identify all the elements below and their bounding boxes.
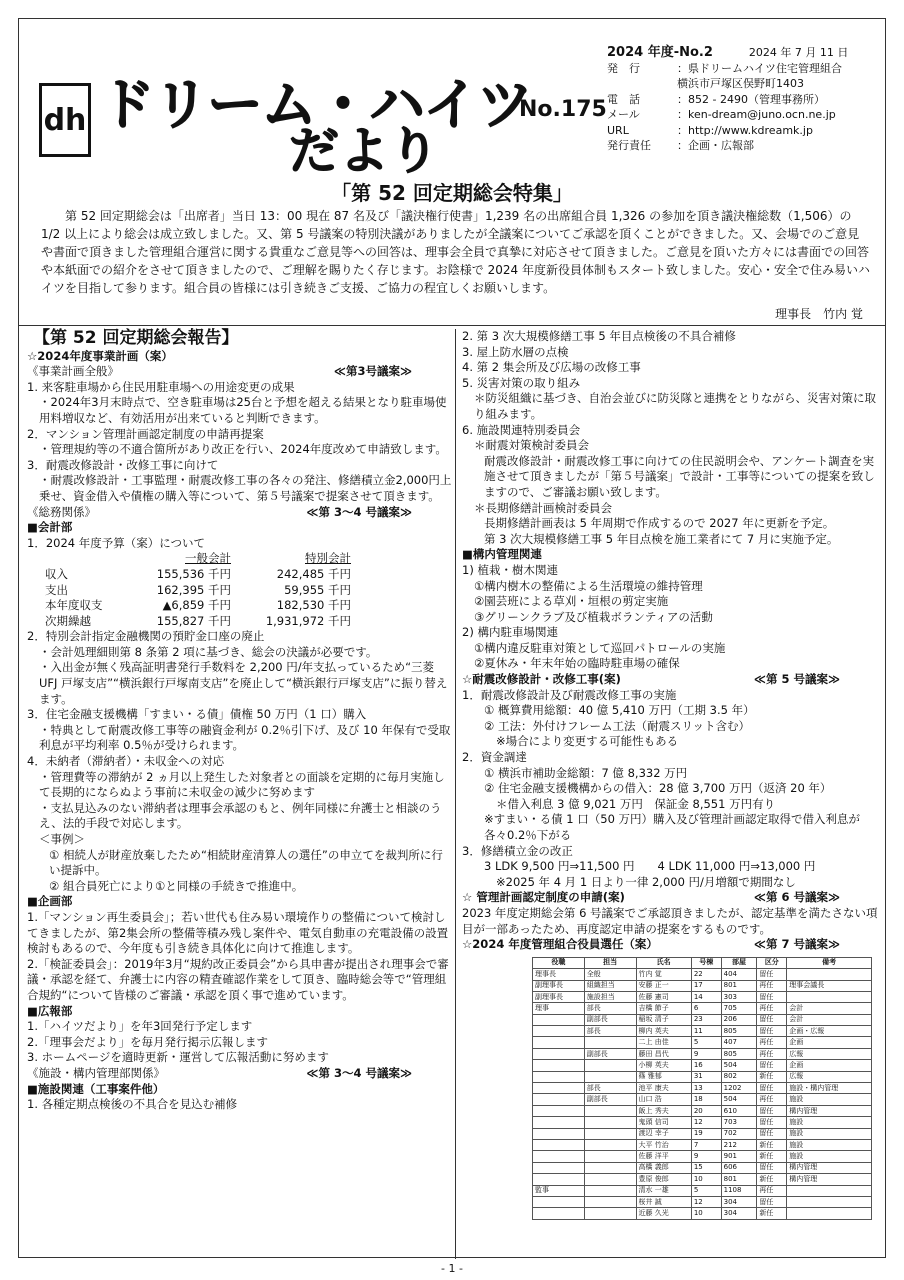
table-cell: 504 <box>721 1094 757 1105</box>
table-cell <box>533 1094 585 1105</box>
seismic-item-3: 3．修繕積立金の改正 <box>462 843 573 858</box>
table-cell: 再任 <box>757 1048 787 1059</box>
example-heading: ＜事例＞ <box>39 832 85 846</box>
table-cell: 清水 一雄 <box>636 1185 691 1196</box>
table-cell: 構内管理 <box>787 1174 872 1185</box>
table-cell <box>533 1105 585 1116</box>
officer-table-header: 部屋 <box>721 957 757 968</box>
table-cell: 504 <box>721 1060 757 1071</box>
intro-paragraph: 第 52 回定期総会は「出席者」当日 13：00 現在 87 名及び「議決権行使書」1,239 名の出席組合員 1,326 の参加を頂き議決権総数（1,506）の 1/2 以上により総会は成立致しました。又、第 5 号議案の特別決議がありましたが全議案についてご承認を頂くことができました。又、会場でのご意見や書面で頂きました管理組合運営に関する貴重なご意見等への回答は、理事会全員で真摯に対応させて頂きました。ご意見を頂いた方々には書面での回答や本紙面での紹介をさせて頂きましたので、ご理解を賜りたく存じます。お陰様で 2024 年度新役員体制もスタート致しました。安心・安全で住み易いハイツを目指して参ります。組合員の皆様には引き続きご支援、ご協力の程宜しくお願いします。 <box>41 209 870 295</box>
table-cell: 6 <box>691 1003 721 1014</box>
table-row <box>533 1162 872 1173</box>
table-cell: 5 <box>691 1037 721 1048</box>
table-cell: 稲坂 清子 <box>636 1014 691 1025</box>
officer-table <box>532 957 872 1220</box>
table-cell: 留任 <box>757 1060 787 1071</box>
plan-all: 《事業計画全般》 <box>27 364 119 379</box>
table-cell: 留任 <box>757 991 787 1002</box>
table-cell: 篠 雅郁 <box>636 1071 691 1082</box>
table-cell: 大平 竹治 <box>636 1140 691 1151</box>
cert-text: 2023 年度定期総会第 6 号議案でご承認頂きましたが、認定基準を満たさない項目が一部あったため、再度認定申請の提案をするものです。 <box>462 905 878 936</box>
planning-item-1: 1.「マンション再生委員会」；若い世代も住み易い環境作りの整備について検討してきましたが、第2集会所の整備等積み残し案件や、電気自動車の充電設備の設置検討もあるので、今年度も引き続き具体化に向けて推進します。 <box>27 909 449 956</box>
fac-item-3: 3. 屋上防水層の点検 <box>462 344 569 359</box>
table-cell: 1202 <box>721 1083 757 1094</box>
table-cell: 留任 <box>757 969 787 980</box>
fac-item-6b: 耐震改修設計・耐震改修工事に向けての住民説明会や、アンケート調査を実施させて頂きましたが「第５号議案」で設計・工事等についての提案を致しますので、ご審議お願い致します。 <box>484 453 875 499</box>
table-cell: 901 <box>721 1151 757 1162</box>
table-cell <box>533 1117 585 1128</box>
pr-item-2: 2.「理事会だより」を毎月発行掲示広報します <box>27 1034 268 1049</box>
table-cell <box>533 1174 585 1185</box>
table-cell: 副部長 <box>584 1094 636 1105</box>
table-cell: 豊原 俊郎 <box>636 1174 691 1185</box>
plan-item-3a: ・耐震改修設計・工事監理・耐震改修工事の各々の発注、修繕積立金2,000円上乗せ、資金借入や債権の購入等について、第５号議案で提案させて頂きます。 <box>39 473 452 503</box>
table-cell <box>787 1208 872 1219</box>
table-cell <box>584 1060 636 1071</box>
yard-item-2b: ②夏休み・年末年始の臨時駐車場の確保 <box>474 656 680 671</box>
table-row <box>533 1151 872 1162</box>
table-cell: 佐藤 憲司 <box>636 991 691 1002</box>
table-cell: 桜井 誠 <box>636 1196 691 1207</box>
pr-heading: ■広報部 <box>27 1003 73 1018</box>
table-cell: 会計 <box>787 1003 872 1014</box>
table-cell: 31 <box>691 1071 721 1082</box>
facility-gian: ≪第 3～4 号議案≫ <box>306 1065 412 1080</box>
seismic-item-3b: ※2025 年 4 月 1 日より一律 2,000 円/月増額で期間なし <box>496 874 796 889</box>
cert-gian: ≪第 6 号議案≫ <box>753 890 840 905</box>
table-row <box>533 1208 872 1219</box>
acc-item-1: 1．2024 年度予算（案）について <box>27 535 206 550</box>
issue-date: 2024 年 7 月 11 日 <box>748 46 849 59</box>
table-row <box>533 969 872 980</box>
acc-item-4b: ・支払見込みのない滞納者は理事会承認のもと、例年同様に弁護士と相談のうえ、法的手段で対応します。 <box>39 800 442 831</box>
table-row <box>533 991 872 1002</box>
table-cell: 留任 <box>757 1196 787 1207</box>
table-cell: 池平 康夫 <box>636 1083 691 1094</box>
fac-item-5: 5. 災害対策の取り組み <box>462 375 581 390</box>
table-cell: 藤田 昌代 <box>636 1048 691 1059</box>
table-cell <box>584 1185 636 1196</box>
table-cell: 再任 <box>757 1094 787 1105</box>
table-cell: 施設 <box>787 1128 872 1139</box>
publication-info <box>607 45 877 154</box>
budget-row: 次期繰越 155,827 千円 1,931,972 千円 <box>45 613 351 628</box>
acc-item-3a: ・特典として耐震改修工事等の融資金利が 0.2％引下げ、及び 10 年保有で受取利息が平均利率 0.5％が受けられます。 <box>39 722 451 753</box>
officer-table-header: 担当 <box>584 957 636 968</box>
table-cell: 佐藤 洋平 <box>636 1151 691 1162</box>
pr-item-3: 3. ホームページを適時更新・運営して広報活動に努めます <box>27 1050 329 1065</box>
table-cell: 留任 <box>757 1083 787 1094</box>
table-cell <box>533 1128 585 1139</box>
table-cell: 1108 <box>721 1185 757 1196</box>
table-row <box>533 980 872 991</box>
table-cell: 組織担当 <box>584 980 636 991</box>
table-cell: 再任 <box>757 1003 787 1014</box>
table-cell: 22 <box>691 969 721 980</box>
table-cell: 施設・構内管理 <box>787 1083 872 1094</box>
table-cell: 部長 <box>584 1026 636 1037</box>
table-cell: 留任 <box>757 1105 787 1116</box>
accounting-heading: ■会計部 <box>27 520 73 535</box>
table-cell <box>533 1014 585 1025</box>
fac-item-6e: 第 3 次大規模修繕工事 5 年目点検を施工業者にて 7 月に実施予定。 <box>484 531 839 546</box>
right-column <box>462 329 880 1220</box>
table-cell: 二上 由佳 <box>636 1037 691 1048</box>
publisher-label: 発 行 <box>607 61 640 75</box>
table-cell: 407 <box>721 1037 757 1048</box>
facility-item-1: 1. 各種定期点検後の不具合を見込む補修 <box>27 1097 238 1112</box>
table-cell: 高橋 義郎 <box>636 1162 691 1173</box>
table-cell <box>533 1026 585 1037</box>
table-cell: 企画・広報 <box>787 1026 872 1037</box>
table-cell: 近藤 久光 <box>636 1208 691 1219</box>
table-cell: 副部長 <box>584 1014 636 1025</box>
table-cell: 10 <box>691 1208 721 1219</box>
responsible: ：企画・広報部 <box>677 139 754 152</box>
yard-item-2a: ①構内違反駐車対策として巡回パトロールの実施 <box>474 640 726 655</box>
table-cell: 11 <box>691 1026 721 1037</box>
seismic-item-1a: ① 概算費用総額：40 億 5,410 万円（工期 3.5 年） <box>484 703 755 718</box>
acc-item-2: 2．特別会計指定金融機関の預貯金口座の廃止 <box>27 629 265 644</box>
table-cell: 304 <box>721 1196 757 1207</box>
table-cell: 702 <box>721 1128 757 1139</box>
table-cell: 23 <box>691 1014 721 1025</box>
table-row <box>533 1196 872 1207</box>
logo-mark: dh <box>39 83 91 157</box>
table-row <box>533 1083 872 1094</box>
budget-header: 一般会計 特別会計 <box>185 551 351 566</box>
seismic-gian: ≪第 5 号議案≫ <box>753 672 840 687</box>
table-cell <box>584 1162 636 1173</box>
officer-table-header: 氏名 <box>636 957 691 968</box>
page-frame <box>18 18 886 1258</box>
plan-item-2a: ・管理規約等の不適合箇所があり改正を行い、2024年度改めて申請致します。 <box>39 442 447 457</box>
table-cell: 再任 <box>757 1185 787 1196</box>
table-row <box>533 1026 872 1037</box>
seismic-item-1c: ※場合により変更する可能性もある <box>496 734 679 749</box>
general-heading: 《総務関係》 <box>27 504 96 519</box>
seismic-item-3a: 3 LDK 9,500 円⇒11,500 円 4 LDK 11,000 円⇒13,000 円 <box>484 859 816 874</box>
table-cell <box>533 1162 585 1173</box>
table-cell <box>584 1196 636 1207</box>
table-cell <box>533 1196 585 1207</box>
fac-item-6: 6. 施設関連特別委員会 <box>462 422 581 437</box>
url-label: URL <box>607 123 629 137</box>
table-cell: 施設 <box>787 1151 872 1162</box>
plan-item-3: 3．耐震改修設計・改修工事に向けて <box>27 457 219 472</box>
table-cell: 19 <box>691 1128 721 1139</box>
table-row <box>533 1094 872 1105</box>
table-cell: 801 <box>721 1174 757 1185</box>
fac-item-4: 4. 第 2 集会所及び広場の改修工事 <box>462 360 641 375</box>
table-cell: 竹内 覚 <box>636 969 691 980</box>
table-row <box>533 1185 872 1196</box>
table-cell: 安藤 正一 <box>636 980 691 991</box>
table-cell: 18 <box>691 1094 721 1105</box>
table-row <box>533 1037 872 1048</box>
publisher: ：県ドリームハイツ住宅管理組合 <box>677 61 842 75</box>
table-cell: 206 <box>721 1014 757 1025</box>
logo-title-line2: だより <box>289 122 439 180</box>
yard-item-1b: ②園芸班による草刈・垣根の剪定実施 <box>474 594 669 609</box>
table-cell <box>787 1185 872 1196</box>
example-2: ② 組合員死亡により①と同様の手続きで推進中。 <box>49 878 304 893</box>
table-cell: 610 <box>721 1105 757 1116</box>
table-cell: 理事会議長 <box>787 980 872 991</box>
table-cell: 7 <box>691 1140 721 1151</box>
table-cell <box>584 1037 636 1048</box>
plan-item-1: 1. 来客駐車場から住民用駐車場への用途変更の成果 <box>27 379 295 394</box>
mail: ：ken-dream@juno.ocn.ne.jp <box>677 108 836 121</box>
table-cell <box>584 1128 636 1139</box>
table-cell <box>787 1196 872 1207</box>
election-heading: ☆2024 年度管理組合役員選任（案） <box>462 937 658 952</box>
seismic-item-2a: ① 横浜市補助金総額：7 億 8,332 万円 <box>484 765 688 780</box>
table-cell: 805 <box>721 1026 757 1037</box>
table-cell: 施設 <box>787 1117 872 1128</box>
plan-all-gian: ≪第3号議案≫ <box>333 364 412 379</box>
table-cell: 212 <box>721 1140 757 1151</box>
table-cell: 広報 <box>787 1071 872 1082</box>
table-row <box>533 1060 872 1071</box>
table-cell: 山口 浩 <box>636 1094 691 1105</box>
yard-item-1c: ③グリーンクラブ及び植栽ボランティアの活動 <box>474 609 713 624</box>
table-cell: 新任 <box>757 1174 787 1185</box>
phone-label: 電 話 <box>607 92 640 106</box>
divider <box>19 325 885 326</box>
table-cell: 構内管理 <box>787 1105 872 1116</box>
fac-item-6a: ＊耐震対策検討委員会 <box>474 438 589 453</box>
table-cell <box>584 1151 636 1162</box>
table-cell <box>584 1071 636 1082</box>
table-cell <box>533 1060 585 1071</box>
plan-title: ☆2024年度事業計画（案） <box>27 348 173 363</box>
table-cell: 805 <box>721 1048 757 1059</box>
table-cell: 再任 <box>757 980 787 991</box>
acc-item-4a: ・管理費等の滞納が 2 ヵ月以上発生した対象者との面談を定期的に毎月実施して長期的にならぬよう事前に未収金の減少に努めます <box>39 769 445 800</box>
plan-item-2: 2．マンション管理計画認定制度の申請再提案 <box>27 426 264 441</box>
table-cell: 小柳 英夫 <box>636 1060 691 1071</box>
table-cell <box>533 1037 585 1048</box>
table-cell <box>584 1140 636 1151</box>
table-cell: 全般 <box>584 969 636 980</box>
issue-number: No.175 <box>519 97 607 122</box>
cert-heading: ☆ 管理計画認定制度の申請(案) <box>462 890 625 905</box>
table-cell <box>533 1140 585 1151</box>
table-cell: 飯上 秀夫 <box>636 1105 691 1116</box>
planning-heading: ■企画部 <box>27 894 73 909</box>
yard-item-1: 1) 植栽・樹木関連 <box>462 562 558 577</box>
table-cell: 企画 <box>787 1037 872 1048</box>
table-cell: 構内管理 <box>787 1162 872 1173</box>
table-cell <box>787 991 872 1002</box>
table-cell <box>584 1174 636 1185</box>
fac-item-2: 2. 第 3 次大規模修繕工事 5 年目点検後の不具合補修 <box>462 329 736 343</box>
table-cell: 吉橋 節子 <box>636 1003 691 1014</box>
table-row <box>533 1014 872 1025</box>
logo-title-line1: ドリーム・ハイツ <box>99 73 531 138</box>
seismic-item-2b: ② 住宅金融支援機構からの借入：28 億 3,700 万円（返済 20 年） <box>484 781 832 796</box>
table-cell <box>533 1048 585 1059</box>
page-number: - 1 - <box>441 1262 463 1275</box>
plan-item-1a: ・2024年3月末時点で、空き駐車場は25台と予想を超える結果となり駐車場使用料増収など、有効活用が出来ていると判断できます。 <box>39 395 447 425</box>
table-cell <box>533 1151 585 1162</box>
table-cell: 新任 <box>757 1140 787 1151</box>
table-row <box>533 1117 872 1128</box>
table-cell: 部長 <box>584 1003 636 1014</box>
table-cell: 703 <box>721 1117 757 1128</box>
table-cell: 施設 <box>787 1094 872 1105</box>
seismic-item-1b: ② 工法：外付けフレーム工法（耐震スリット含む） <box>484 718 751 733</box>
table-cell: 監事 <box>533 1185 585 1196</box>
table-cell <box>787 969 872 980</box>
table-cell: 渡辺 幸子 <box>636 1128 691 1139</box>
table-cell: 801 <box>721 980 757 991</box>
yard-item-1a: ①構内樹木の整備による生活環境の維持管理 <box>474 578 703 593</box>
mail-label: メール <box>607 108 640 121</box>
table-cell: 理事長 <box>533 969 585 980</box>
facility-sub: ■施設関連（工事案件他） <box>27 1081 165 1096</box>
edition: 2024 年度-No.2 <box>607 45 713 60</box>
fac-item-6d: 長期修繕計画表は 5 年周期で作成するので 2027 年に更新を予定。 <box>484 516 835 531</box>
yard-heading: ■構内管理関連 <box>462 547 542 562</box>
table-cell: 広報 <box>787 1048 872 1059</box>
table-cell: 12 <box>691 1117 721 1128</box>
seismic-item-2d: ※すまい・る債 1 口（50 万円）購入及び管理計画認定取得で借入利息が各々0.2％下がる <box>484 812 861 842</box>
seismic-item-2c: ＊借入利息 3 億 9,021 万円 保証金 8,551 万円有り <box>496 796 776 811</box>
officer-table-header: 備考 <box>787 957 872 968</box>
table-cell: 施設担当 <box>584 991 636 1002</box>
table-cell: 606 <box>721 1162 757 1173</box>
table-cell <box>584 1117 636 1128</box>
table-cell: 新任 <box>757 1151 787 1162</box>
table-cell: 9 <box>691 1151 721 1162</box>
address: 横浜市戸塚区俣野町1403 <box>677 77 804 90</box>
table-cell: 新任 <box>757 1208 787 1219</box>
table-cell: 留任 <box>757 1014 787 1025</box>
table-cell: 404 <box>721 969 757 980</box>
table-cell: 留任 <box>757 1128 787 1139</box>
seismic-heading: ☆耐震改修設計・改修工事(案) <box>462 672 621 687</box>
table-cell: 304 <box>721 1208 757 1219</box>
table-cell: 留任 <box>757 1162 787 1173</box>
table-cell <box>533 1083 585 1094</box>
acc-item-2b: ・入出金が無く残高証明書発行手数料を 2,200 円/年支払っているため“三菱 UFJ 戸塚支店”“横浜銀行戸塚南支店”を廃止して“横浜銀行戸塚支店”に振り替えます。 <box>39 660 448 706</box>
officer-table-header: 号棟 <box>691 957 721 968</box>
table-cell: 新任 <box>757 1071 787 1082</box>
fac-item-5a: ＊防災組織に基づき、自治会並びに防災隊と連携をとりながら、災害対策に取り組みます。 <box>474 391 877 421</box>
example-1: ① 相続人が財産放棄したため“相続財産清算人の選任”の申立てを裁判所に行い提訴中。 <box>49 847 443 878</box>
table-cell: 14 <box>691 991 721 1002</box>
table-cell: 理事 <box>533 1003 585 1014</box>
table-cell: 15 <box>691 1162 721 1173</box>
table-cell: 20 <box>691 1105 721 1116</box>
signature: 理事長 竹内 覚 <box>775 307 863 321</box>
table-cell: 13 <box>691 1083 721 1094</box>
table-row <box>533 1071 872 1082</box>
table-cell <box>533 1208 585 1219</box>
table-cell: 施設 <box>787 1140 872 1151</box>
table-row <box>533 1174 872 1185</box>
table-cell: 5 <box>691 1185 721 1196</box>
facility-heading: 《施設・構内管理部関係》 <box>27 1065 165 1080</box>
table-cell <box>584 1105 636 1116</box>
seismic-item-2: 2．資金調達 <box>462 750 527 765</box>
table-cell: 303 <box>721 991 757 1002</box>
election-gian: ≪第 7 号議案≫ <box>753 937 840 952</box>
masthead <box>19 19 885 180</box>
table-row <box>533 1128 872 1139</box>
table-cell: 鬼頭 信司 <box>636 1117 691 1128</box>
table-cell: 802 <box>721 1071 757 1082</box>
general-gian: ≪第 3～4 号議案≫ <box>306 504 412 519</box>
report-title: 【第 52 回定期総会報告】 <box>33 328 239 348</box>
seismic-item-1: 1．耐震改修設計及び耐震改修工事の実施 <box>462 687 677 702</box>
table-row <box>533 1003 872 1014</box>
table-cell: 16 <box>691 1060 721 1071</box>
table-cell: 企画 <box>787 1060 872 1071</box>
planning-item-2: 2.「検証委員会」：2019年3月“規約改正委員会”から具申書が提出され理事会で審議・承認を経て、弁護士に内容の精査確認作業をして頂き、臨時総会等で“管理組合規約“について皆様のご審議・承認を頂く事で進めています。 <box>27 956 449 1002</box>
url: ：http://www.kdreamk.jp <box>677 123 813 137</box>
phone: ：852 - 2490（管理事務所） <box>677 92 825 106</box>
responsible-label: 発行責任 <box>607 139 651 152</box>
yard-item-2: 2) 構内駐車場関連 <box>462 625 558 640</box>
acc-item-2a: ・会計処理細則第 8 条第 2 項に基づき、総会の決議が必要です。 <box>39 644 378 659</box>
table-row <box>533 1140 872 1151</box>
budget-row: 支出 162,395 千円 59,955 千円 <box>45 582 351 597</box>
acc-item-3: 3．住宅金融支援機構「すまい・る債」債権 50 万円（1 口）購入 <box>27 707 367 722</box>
budget-row: 本年度収支 ▲6,859 千円 182,530 千円 <box>45 598 351 613</box>
table-cell: 副理事長 <box>533 980 585 991</box>
table-cell: 会計 <box>787 1014 872 1025</box>
table-cell: 17 <box>691 980 721 991</box>
table-cell: 部長 <box>584 1083 636 1094</box>
special-title: 「第 52 回定期総会特集」 <box>331 181 573 205</box>
pr-item-1: 1.「ハイツだより」を年3回発行予定します <box>27 1019 253 1034</box>
table-cell: 留任 <box>757 1117 787 1128</box>
table-cell: 10 <box>691 1174 721 1185</box>
table-cell: 12 <box>691 1196 721 1207</box>
fac-item-6c: ＊長期修繕計画検討委員会 <box>474 500 612 515</box>
left-column <box>27 329 452 1113</box>
officer-table-header: 区分 <box>757 957 787 968</box>
table-cell: 再任 <box>757 1037 787 1048</box>
table-row <box>533 1048 872 1059</box>
table-cell: 副部長 <box>584 1048 636 1059</box>
table-cell: 柳内 英夫 <box>636 1026 691 1037</box>
table-row <box>533 1105 872 1116</box>
table-cell: 留任 <box>757 1026 787 1037</box>
officer-table-header: 役職 <box>533 957 585 968</box>
acc-item-4: 4．未納者（滞納者）・未収金への対応 <box>27 754 225 769</box>
table-cell <box>584 1208 636 1219</box>
column-divider <box>455 329 456 1259</box>
table-cell: 9 <box>691 1048 721 1059</box>
table-cell: 副理事長 <box>533 991 585 1002</box>
table-cell <box>533 1071 585 1082</box>
table-cell: 705 <box>721 1003 757 1014</box>
budget-row: 収入 155,536 千円 242,485 千円 <box>45 566 351 581</box>
